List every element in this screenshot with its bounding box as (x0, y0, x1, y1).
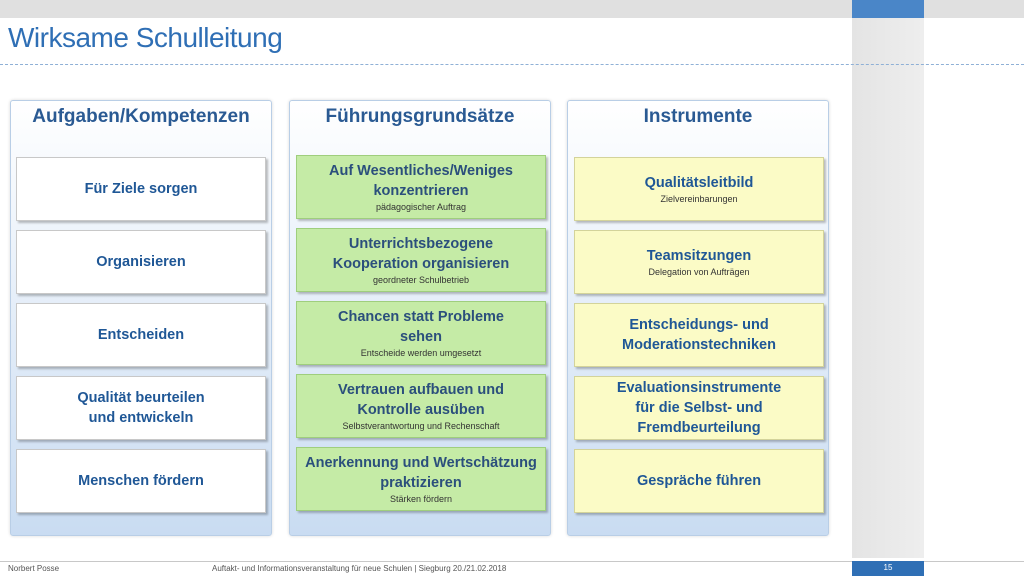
card (574, 303, 824, 367)
page-number: 15 (852, 561, 924, 576)
card-title: Auf Wesentliches/Weniges konzentrieren (329, 163, 513, 199)
top-accent-block (852, 0, 924, 18)
card (16, 157, 266, 221)
card-subtitle: Delegation von Aufträgen (648, 267, 750, 277)
card (16, 449, 266, 513)
card-title: Chancen statt Probleme sehen (338, 309, 504, 345)
card-subtitle: Selbstverantwortung und Rechenschaft (342, 421, 500, 431)
column-title: Führungsgrundsätze (325, 106, 515, 127)
column-title: Aufgaben/Kompetenzen (32, 106, 250, 127)
title-divider (0, 64, 1024, 65)
card (574, 157, 824, 221)
card (296, 374, 546, 438)
card-title: Unterrichtsbezogene Kooperation organisieren (332, 236, 510, 272)
card (296, 447, 546, 511)
card-subtitle: Zielvereinbarungen (660, 194, 738, 204)
page-title: Wirksame Schulleitung (8, 22, 283, 53)
column-fuehrungsgrundsaetze (289, 100, 551, 536)
footer-event: Auftakt- und Informationsveranstaltung für neue Schulen | Siegburg 20./21.02.2018 (212, 564, 507, 573)
card-title: Organisieren (96, 254, 186, 270)
card (16, 230, 266, 294)
card (574, 230, 824, 294)
side-strip (852, 18, 924, 558)
card (296, 228, 546, 292)
card-subtitle: Stärken fördern (389, 494, 453, 504)
card (296, 155, 546, 219)
card (296, 301, 546, 365)
card-title: Anerkennung und Wertschätzung praktizieren (305, 455, 537, 491)
card-title: Vertrauen aufbauen und Kontrolle ausüben (338, 382, 504, 418)
card (574, 376, 824, 440)
card-title: Gespräche führen (636, 473, 762, 489)
card (574, 449, 824, 513)
column-instrumente (567, 100, 829, 536)
card-title: Menschen fördern (78, 473, 204, 489)
card-title: Teamsitzungen (646, 248, 752, 264)
card-title: Qualität beurteilen und entwickeln (77, 390, 205, 426)
card-title: Evaluationsinstrumente für die Selbst- und Fremdbeurteilung (616, 380, 782, 436)
card (16, 303, 266, 367)
card-subtitle: Entscheide werden umgesetzt (360, 348, 482, 358)
card-subtitle: geordneter Schulbetrieb (372, 275, 470, 285)
card (16, 376, 266, 440)
card-title: Für Ziele sorgen (84, 181, 198, 197)
card-title: Entscheidungs- und Moderationstechniken (622, 317, 776, 353)
footer-author: Norbert Posse (8, 564, 60, 573)
column-title: Instrumente (643, 106, 753, 127)
card-subtitle: pädagogischer Auftrag (375, 202, 467, 212)
card-title: Qualitätsleitbild (644, 175, 754, 191)
column-aufgaben (10, 100, 272, 536)
card-title: Entscheiden (97, 327, 185, 343)
